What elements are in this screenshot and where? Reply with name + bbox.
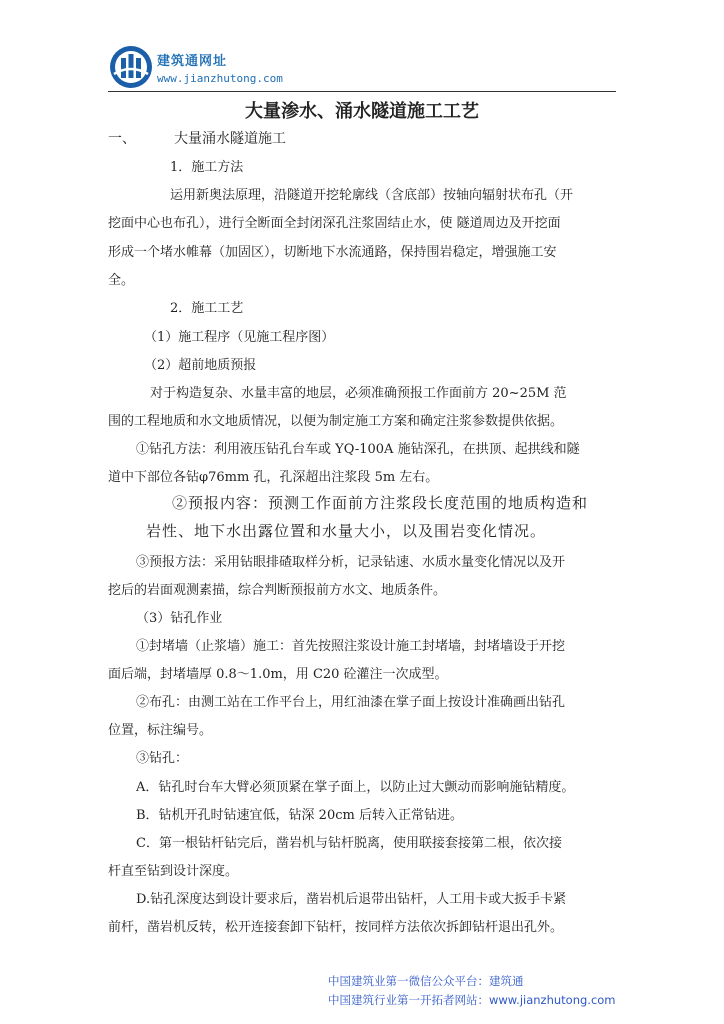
item-heading: （3）钻孔作业 [136, 611, 223, 626]
document-title: 大量渗水、涌水隧道施工工艺 [245, 101, 479, 122]
logo-site-url[interactable]: www.jianzhutong.com [157, 72, 283, 85]
subheading-method: 1．施工方法 [170, 160, 244, 175]
footer-website-line[interactable]: 中国建筑行业第一开拓者网站：www.jianzhutong.com [328, 993, 616, 1007]
section-heading: 大量涌水隧道施工 [174, 131, 286, 147]
paragraph-line: C．第一根钻杆钻完后，凿岩机与钻杆脱离，使用联接套接第二根，依次接 [136, 836, 562, 851]
section-number: 一、 [108, 131, 136, 147]
paragraph-line: 前杆，凿岩机反转，松开连接套卸下钻杆，按同样方法依次拆卸钻杆退出孔外。 [108, 920, 564, 935]
item-heading: （2）超前地质预报 [144, 358, 257, 373]
paragraph-line: 杆直至钻到设计深度。 [108, 864, 239, 879]
paragraph-line: ②预报内容：预测工作面前方注浆段长度范围的地质构造和 [172, 494, 589, 512]
subheading-process: 2．施工工艺 [170, 301, 244, 316]
paragraph-line: 形成一个堵水帷幕（加固区），切断地下水流通路，保持围岩稳定，增强施工安 [108, 245, 557, 260]
item-heading: （1）施工程序（见施工程序图） [144, 330, 335, 345]
jianzhutong-logo-icon [108, 44, 154, 90]
paragraph-line: 道中下部位各钻φ76mm 孔，孔深超出注浆段 5m 左右。 [108, 470, 439, 485]
paragraph-line: ③预报方法：采用钻眼排碴取样分析，记录钻速、水质水量变化情况以及开 [136, 555, 566, 570]
paragraph-line: 挖后的岩面观测素描，综合判断预报前方水文、地质条件。 [108, 583, 447, 598]
paragraph-line: 对于构造复杂、水量丰富的地层，必须准确预报工作面前方 20~25M 范 [150, 386, 567, 401]
paragraph-line: ①钻孔方法：利用液压钻孔台车或 YQ-100A 施钻深孔，在拱顶、起拱线和隧 [136, 442, 580, 457]
paragraph-line: B．钻机开孔时钻速宜低，钻深 20cm 后转入正常钻进。 [136, 808, 463, 823]
paragraph-line: 面后端，封堵墙厚 0.8～1.0m，用 C20 砼灌注一次成型。 [108, 667, 448, 682]
header-divider [108, 91, 616, 92]
logo-site-name: 建筑通网址 [157, 54, 228, 69]
paragraph-line: 挖面中心也布孔），进行全断面全封闭深孔注浆固结止水，使 隧道周边及开挖面 [108, 216, 561, 231]
paragraph-line: A．钻孔时台车大臂必须顶紧在掌子面上，以防止过大颤动而影响施钻精度。 [136, 780, 575, 795]
paragraph-line: 围的工程地质和水文地质情况，以便为制定施工方案和确定注浆参数提供依据。 [108, 414, 564, 429]
paragraph-line: 位置，标注编号。 [108, 723, 213, 738]
paragraph-line: 运用新奥法原理，沿隧道开挖轮廓线（含底部）按轴向辐射状布孔（开 [170, 188, 574, 203]
footer-wechat-line: 中国建筑业第一微信公众平台：建筑通 [328, 974, 524, 988]
paragraph-line: 岩性、地下水出露位置和水量大小，以及围岩变化情况。 [146, 522, 547, 540]
paragraph-line: D.钻孔深度达到设计要求后，凿岩机后退带出钻杆，人工用卡或大扳手卡紧 [136, 892, 567, 907]
paragraph-line: 全。 [108, 273, 135, 288]
paragraph-line: ③钻孔： [136, 751, 189, 766]
paragraph-line: ②布孔：由测工站在工作平台上，用红油漆在掌子面上按设计准确画出钻孔 [136, 695, 566, 710]
paragraph-line: ①封堵墙（止浆墙）施工：首先按照注浆设计施工封堵墙，封堵墙设于开挖 [136, 639, 566, 654]
